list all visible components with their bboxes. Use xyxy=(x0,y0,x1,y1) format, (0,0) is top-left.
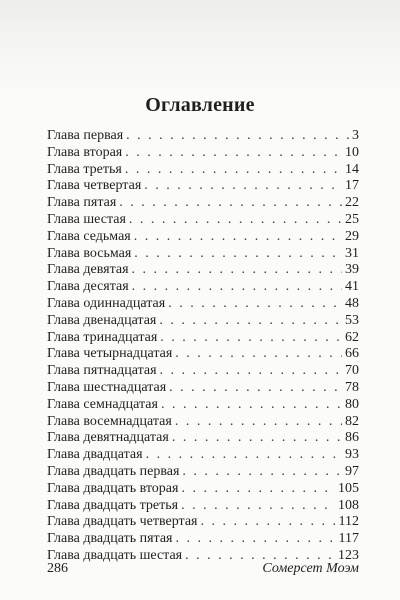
show-through-text-area xyxy=(0,0,400,95)
toc-dot-leader xyxy=(119,195,342,211)
page-number: 286 xyxy=(47,561,68,576)
table-of-contents xyxy=(47,128,359,565)
toc-entry xyxy=(47,296,359,313)
toc-entry-label: Глава вторая xyxy=(47,144,123,160)
toc-dot-leader xyxy=(175,414,342,430)
toc-entry xyxy=(47,313,359,330)
toc-entry xyxy=(47,464,359,481)
toc-entry-label: Глава двадцатая xyxy=(47,447,143,463)
toc-entry-page-number: 31 xyxy=(345,245,359,261)
toc-entry xyxy=(47,128,359,145)
toc-dot-leader xyxy=(168,296,342,312)
toc-dot-leader xyxy=(182,464,342,480)
toc-entry-label: Глава семнадцатая xyxy=(47,396,158,412)
toc-dot-leader xyxy=(132,262,342,278)
toc-entry-page-number: 80 xyxy=(345,396,359,412)
toc-entry-page-number: 97 xyxy=(345,463,359,479)
toc-entry-page-number: 29 xyxy=(345,228,359,244)
toc-dot-leader xyxy=(160,330,342,346)
toc-dot-leader xyxy=(125,145,342,161)
toc-dot-leader xyxy=(144,178,342,194)
toc-entry-page-number: 86 xyxy=(345,430,359,446)
toc-entry-page-number: 10 xyxy=(345,144,359,160)
toc-entry xyxy=(47,162,359,179)
toc-dot-leader xyxy=(126,128,349,144)
toc-entry-page-number: 123 xyxy=(338,547,359,563)
toc-dot-leader xyxy=(181,481,335,497)
toc-dot-leader xyxy=(129,212,342,228)
toc-entry-page-number: 78 xyxy=(345,379,359,395)
toc-entry-label: Глава шестнадцатая xyxy=(47,379,167,395)
toc-entry-page-number: 112 xyxy=(338,514,359,530)
toc-entry-page-number: 66 xyxy=(345,346,359,362)
toc-entry-label: Глава шестая xyxy=(47,211,126,227)
toc-dot-leader xyxy=(172,430,342,446)
toc-dot-leader xyxy=(159,313,342,329)
toc-entry-page-number: 3 xyxy=(352,128,359,143)
toc-entry-label: Глава четвертая xyxy=(47,178,142,194)
toc-entry-page-number: 62 xyxy=(345,329,359,345)
toc-entry-label: Глава девятнадцатая xyxy=(47,430,169,446)
toc-entry xyxy=(47,212,359,229)
toc-dot-leader xyxy=(161,397,342,413)
toc-entry-label: Глава одиннадцатая xyxy=(47,295,166,311)
toc-entry xyxy=(47,229,359,246)
toc-entry-page-number: 108 xyxy=(338,497,359,513)
toc-entry-label: Глава первая xyxy=(47,128,124,143)
toc-entry-label: Глава двенадцатая xyxy=(47,312,157,328)
toc-dot-leader xyxy=(132,279,342,295)
toc-entry-label: Глава двадцать вторая xyxy=(47,480,179,496)
toc-entry-page-number: 17 xyxy=(345,178,359,194)
toc-entry xyxy=(47,481,359,498)
toc-entry-page-number: 117 xyxy=(338,531,359,547)
toc-entry xyxy=(47,380,359,397)
toc-entry-label: Глава восьмая xyxy=(47,245,132,261)
toc-entry xyxy=(47,246,359,263)
toc-entry xyxy=(47,397,359,414)
toc-entry xyxy=(47,447,359,464)
running-footer-author: Сомерсет Моэм xyxy=(262,561,359,576)
toc-entry xyxy=(47,195,359,212)
toc-entry-label: Глава седьмая xyxy=(47,228,131,244)
toc-entry xyxy=(47,279,359,296)
toc-entry-page-number: 39 xyxy=(345,262,359,278)
toc-entry-label: Глава двадцать первая xyxy=(47,463,180,479)
toc-entry xyxy=(47,330,359,347)
toc-entry-page-number: 82 xyxy=(345,413,359,429)
page-title: Оглавление xyxy=(145,94,255,116)
toc-entry-label: Глава восемнадцатая xyxy=(47,413,172,429)
toc-dot-leader xyxy=(181,498,335,514)
toc-entry-page-number: 53 xyxy=(345,312,359,328)
toc-entry-page-number: 105 xyxy=(338,480,359,496)
toc-entry-label: Глава третья xyxy=(47,161,122,177)
toc-entry xyxy=(47,178,359,195)
toc-entry-label: Глава двадцать шестая xyxy=(47,547,183,563)
toc-entry-page-number: 41 xyxy=(345,279,359,295)
toc-dot-leader xyxy=(160,363,342,379)
toc-entry xyxy=(47,363,359,380)
toc-dot-leader xyxy=(134,229,342,245)
toc-entry xyxy=(47,346,359,363)
toc-entry-label: Глава тринадцатая xyxy=(47,329,158,345)
toc-entry-page-number: 25 xyxy=(345,211,359,227)
toc-dot-leader xyxy=(134,246,342,262)
toc-entry-label: Глава двадцать четвертая xyxy=(47,514,198,530)
toc-entry-label: Глава двадцать третья xyxy=(47,497,179,513)
toc-entry-label: Глава пятнадцатая xyxy=(47,363,157,379)
toc-entry-label: Глава девятая xyxy=(47,262,129,278)
toc-entry xyxy=(47,531,359,548)
toc-entry xyxy=(47,430,359,447)
toc-entry-label: Глава пятая xyxy=(47,195,117,211)
toc-entry xyxy=(47,145,359,162)
toc-dot-leader xyxy=(176,531,336,547)
toc-dot-leader xyxy=(146,447,342,463)
toc-entry-label: Глава двадцать пятая xyxy=(47,531,173,547)
toc-entry-page-number: 70 xyxy=(345,363,359,379)
toc-dot-leader xyxy=(201,514,336,530)
toc-entry-page-number: 14 xyxy=(345,161,359,177)
toc-entry-label: Глава четырнадцатая xyxy=(47,346,173,362)
toc-entry xyxy=(47,498,359,515)
toc-entry xyxy=(47,414,359,431)
toc-entry-page-number: 22 xyxy=(345,195,359,211)
toc-dot-leader xyxy=(125,162,342,178)
toc-entry-label: Глава десятая xyxy=(47,279,129,295)
toc-entry-page-number: 93 xyxy=(345,447,359,463)
toc-entry xyxy=(47,514,359,531)
toc-entry-page-number: 48 xyxy=(345,295,359,311)
toc-entry xyxy=(47,262,359,279)
toc-dot-leader xyxy=(175,346,342,362)
toc-dot-leader xyxy=(169,380,342,396)
